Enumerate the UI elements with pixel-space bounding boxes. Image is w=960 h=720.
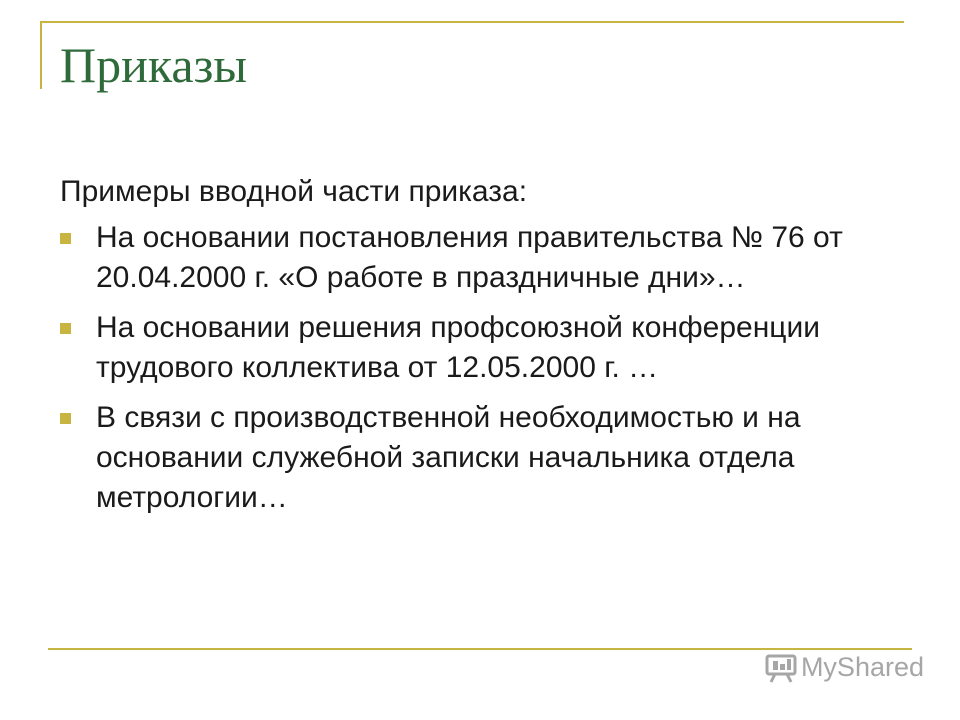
presentation-board-icon [765,653,797,683]
bullet-text: На основании решения профсоюзной конференции трудового коллектива от 12.05.2000 г. … [96,311,820,384]
square-bullet-icon [60,323,71,334]
slide-title: Приказы [60,37,247,93]
square-bullet-icon [60,413,71,424]
watermark-text: MyShared [800,652,924,682]
bullet-item [60,218,890,298]
square-bullet-icon [60,233,71,244]
bullet-item [60,308,890,388]
bullet-item [60,398,890,518]
slide-body [60,170,890,528]
top-border-line [40,21,904,23]
bullet-list [60,218,890,518]
intro-text: Примеры вводной части приказа: [60,175,528,208]
myshared-watermark [765,652,924,683]
bottom-border-line [48,648,912,650]
bullet-text: В связи с производственной необходимостью и на основании служебной записки начальника отдела метрологии… [96,401,801,514]
left-border-line [40,21,42,89]
bullet-text: На основании постановления правительства № 76 от 20.04.2000 г. «О работе в праздничные дни»… [96,221,843,294]
